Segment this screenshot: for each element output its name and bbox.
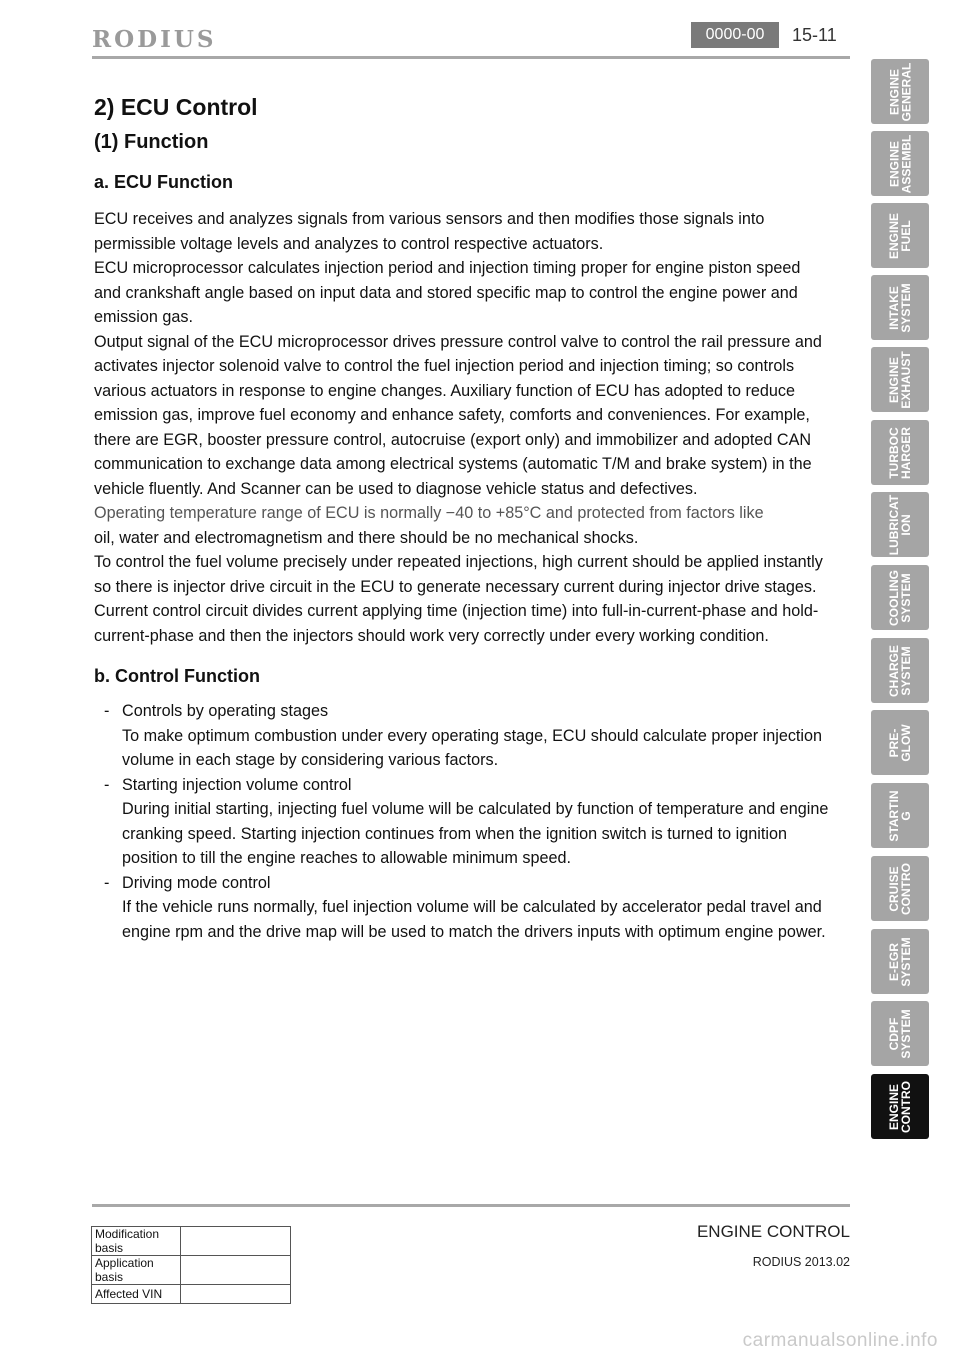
tab-label: CRUISE CONTRO: [887, 862, 913, 915]
body-line: permissible voltage levels and analyzes to control respective actuators.: [94, 234, 604, 253]
tab-label: CHARGE SYSTEM: [887, 644, 913, 697]
body-line: emission gas, improve fuel economy and enhance safety, comforts and conveniences. For example,: [94, 406, 810, 424]
body-line: Output signal of the ECU microprocessor drives pressure control valve to control the rail pressure and: [94, 332, 822, 351]
tab-label: E-EGR SYSTEM: [887, 936, 913, 987]
sub-title: (1) Function: [94, 131, 209, 153]
tab-cdpf-system[interactable]: [871, 1001, 929, 1066]
list-item-heading: Starting injection volume control: [122, 775, 352, 794]
tab-cruise-control[interactable]: [871, 856, 929, 921]
body-line: current-phase and then the injectors should work very correctly under every working condition.: [94, 626, 769, 645]
body-line: activates injector solenoid valve to control the fuel injection period and injection timing; so controls: [94, 357, 795, 375]
list-item-line: cranking speed. Starting injection continues from when the ignition switch is turned to ignition: [122, 824, 787, 843]
tab-engine-control[interactable]: [871, 1074, 929, 1139]
affected-vin-value: [181, 1285, 291, 1304]
tab-label: CDPF SYSTEM: [887, 1008, 913, 1059]
body-line: ECU microprocessor calculates injection period and injection timing proper for engine piston speed: [94, 259, 801, 277]
body-line: ECU receives and analyzes signals from various sensors and then modifies those signals into: [94, 210, 765, 228]
ecu-function-body: [94, 207, 842, 648]
body-line: Current control circuit divides current applying time (injection time) into full-in-current-phase and hold-: [94, 602, 819, 620]
body-line: vehicle fluently. And Scanner can be used to diagnose vehicle status and defectives.: [94, 479, 698, 498]
footer-title: ENGINE CONTROL: [696, 1222, 850, 1241]
bullet-dash: -: [104, 702, 110, 720]
tab-label: TURBOC HARGER: [887, 426, 913, 479]
header-divider: [92, 56, 850, 59]
modification-table: [91, 1226, 291, 1304]
bullet-dash: -: [104, 873, 110, 892]
tab-e-egr-system[interactable]: [871, 929, 929, 994]
tab-pre-glow[interactable]: [871, 710, 929, 775]
section-title: 2) ECU Control: [94, 94, 258, 120]
footer-subtitle: RODIUS 2013.02: [752, 1255, 850, 1269]
tab-intake-system[interactable]: [871, 275, 929, 340]
main-content: [94, 94, 842, 944]
ecu-function-title: a. ECU Function: [94, 172, 233, 192]
tab-label: ENGINE FUEL: [887, 212, 913, 259]
tab-label: ENGINE EXHAUST: [887, 350, 913, 409]
page-number: 15-11: [792, 25, 837, 45]
body-line: there are EGR, booster pressure control, autocruise (export only) and immobilizer and adopted CAN: [94, 430, 812, 449]
modification-basis-label: Modification basis: [92, 1227, 181, 1256]
watermark: carmanualsonline.info: [742, 1330, 938, 1351]
bullet-dash: -: [104, 775, 110, 794]
tab-label: ENGINE CONTRO: [887, 1080, 913, 1133]
tab-turbocharger[interactable]: [871, 420, 929, 485]
tab-label: PRE- GLOW: [887, 723, 913, 762]
affected-vin-label: Affected VIN: [92, 1285, 181, 1304]
footer-divider: [92, 1204, 850, 1207]
tab-engine-general[interactable]: [871, 59, 929, 124]
tab-label: COOLING SYSTEM: [887, 569, 913, 626]
list-item-line: engine rpm and the drive map will be used to match the drivers inputs with optimum engine power.: [122, 922, 826, 941]
list-item-line: volume in each stage by considering various factors.: [122, 751, 499, 769]
list-item-line: During initial starting, injecting fuel volume will be calculated by function of temperature and engine: [122, 800, 829, 818]
body-line: various actuators in response to engine changes. Auxiliary function of ECU has adopted to reduce: [94, 381, 795, 400]
body-line: and crankshaft angle based on input data and stored specific map to control the engine power and: [94, 283, 798, 302]
tab-label: STARTIN G: [887, 789, 913, 842]
list-item-heading: Controls by operating stages: [122, 702, 329, 720]
tab-engine-fuel[interactable]: [871, 203, 929, 268]
body-line: so there is injector drive circuit in the ECU to generate necessary current during injector drive stages.: [94, 577, 817, 596]
temperature-line: Operating temperature range of ECU is normally −40 to +85°C and protected from factors like: [94, 504, 764, 522]
list-item-line: position to till the engine reaches to allowable minimum speed.: [122, 849, 572, 867]
tab-starting[interactable]: [871, 783, 929, 848]
tab-cooling-system[interactable]: [871, 565, 929, 630]
control-function-title: b. Control Function: [94, 666, 260, 686]
tab-label: ENGINE ASSEMBL: [887, 134, 914, 193]
list-item-line: If the vehicle runs normally, fuel injection volume will be calculated by accelerator pedal travel and: [122, 898, 822, 916]
list-item: [94, 699, 842, 773]
tab-label: ENGINE GENERAL: [887, 62, 914, 121]
list-item: [94, 773, 842, 871]
brand-logo: RODIUS: [92, 26, 217, 53]
tab-label: INTAKE SYSTEM: [887, 282, 913, 333]
body-line: communication to exchange data among electrical systems (automatic T/M and brake system) in the: [94, 455, 812, 473]
application-basis-value: [181, 1256, 291, 1285]
list-item: [94, 871, 842, 945]
body-line: emission gas.: [94, 308, 193, 326]
tab-engine-assembly[interactable]: [871, 131, 929, 196]
list-item-heading: Driving mode control: [122, 873, 271, 892]
list-item-line: To make optimum combustion under every operating stage, ECU should calculate proper injection: [122, 726, 823, 745]
body-line: oil, water and electromagnetism and there should be no mechanical shocks.: [94, 528, 639, 547]
section-code-badge: 0000-00: [691, 22, 779, 48]
tab-lubrication[interactable]: [871, 492, 929, 557]
tab-label: LUBRICAT ION: [887, 494, 913, 555]
tab-charge-system[interactable]: [871, 638, 929, 703]
body-line: To control the fuel volume precisely under repeated injections, high current should be applied instantly: [94, 553, 823, 571]
modification-basis-value: [181, 1227, 291, 1256]
application-basis-label: Application basis: [92, 1256, 181, 1285]
tab-engine-exhaust[interactable]: [871, 347, 929, 412]
control-function-list: [94, 699, 842, 944]
